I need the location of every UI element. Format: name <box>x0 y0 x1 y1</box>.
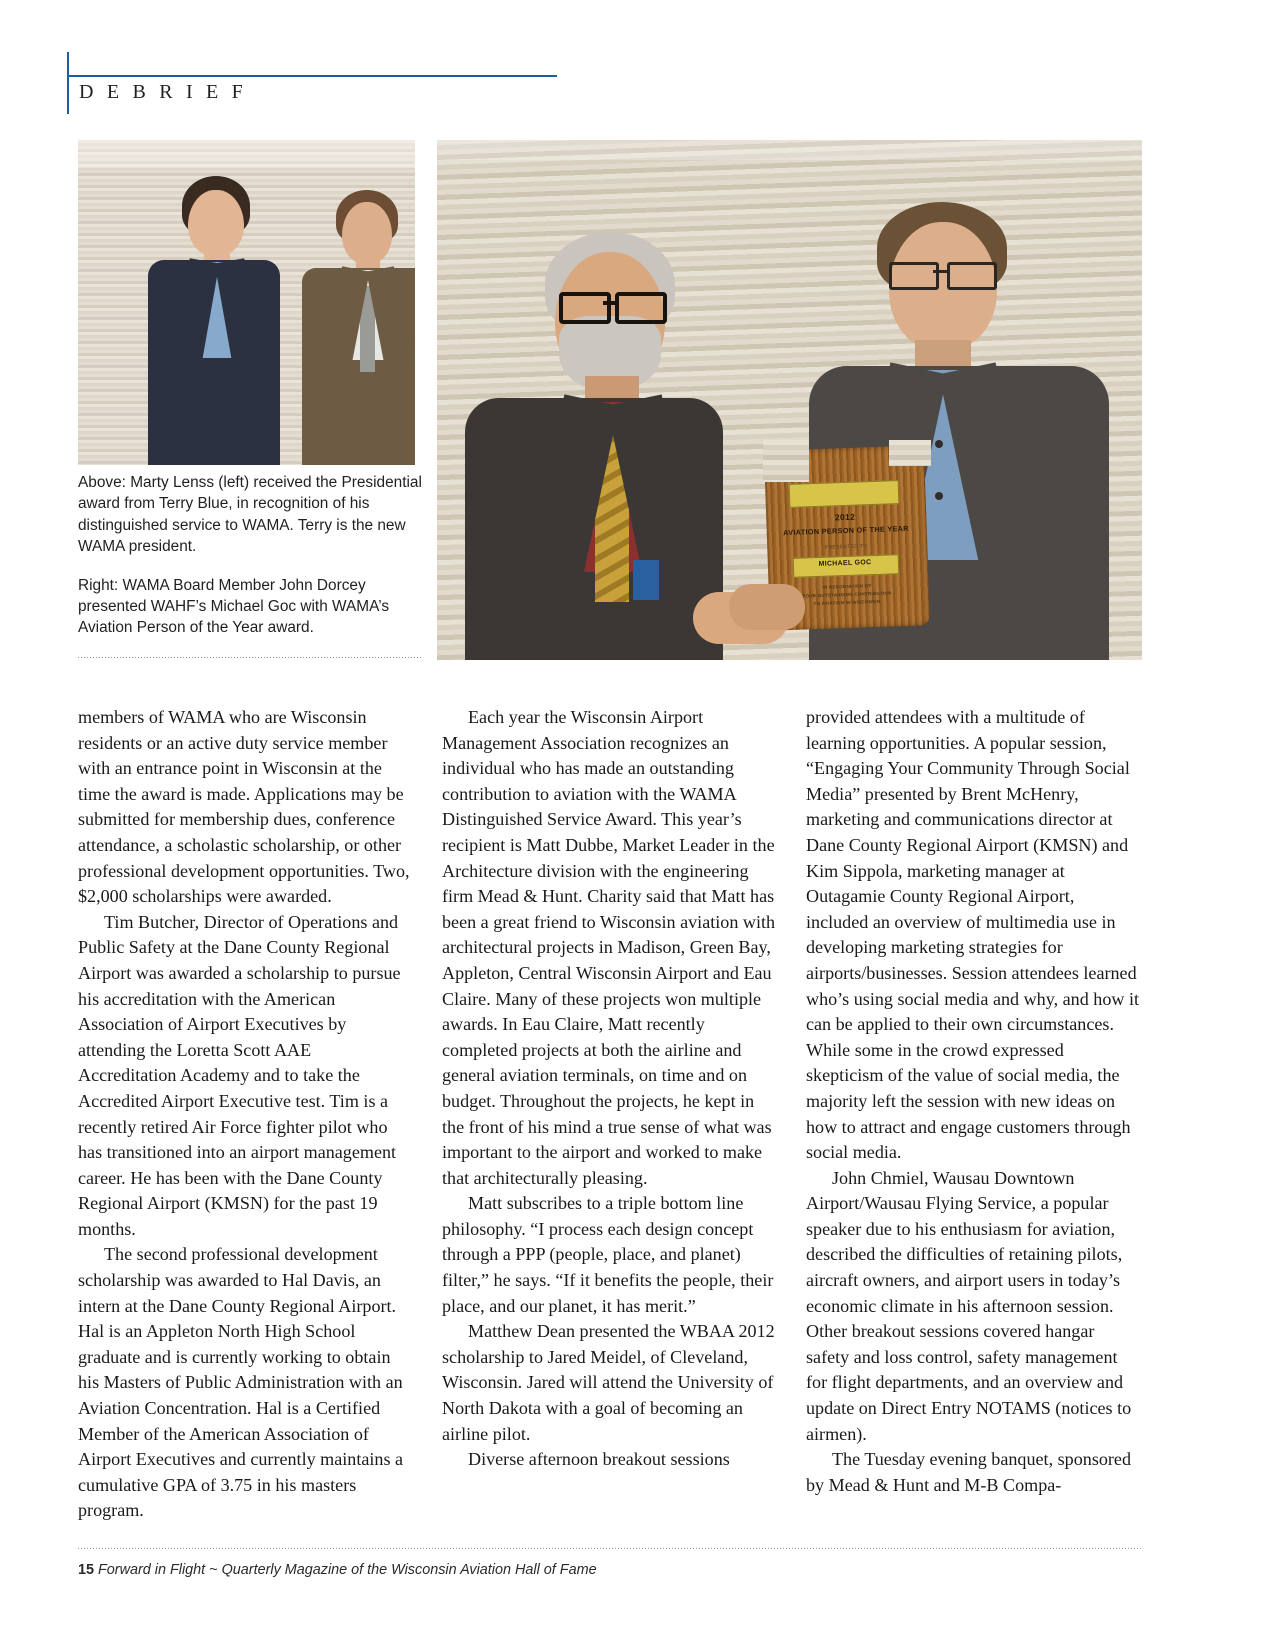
footer-text: Forward in Flight ~ Quarterly Magazine of the Wisconsin Aviation Hall of Fame <box>98 1562 597 1578</box>
plaque-logo-plate <box>789 480 900 508</box>
footer-page-number: 15 <box>78 1562 95 1578</box>
photo-captions <box>78 472 422 639</box>
paragraph: Tim Butcher, Director of Operations and Public Safety at the Dane County Regional Airport was awarded a scholarship to pursue his accreditation with the American Association of Airport Executives by attending the Loretta Scott AAE Accreditation Academy and to take the Accredited Airport Executive test. Tim is a recently retired Air Force fighter pilot who has transitioned into an airport management career. He has been with the Dane County Regional Airport (KMSN) for the past 19 months. <box>78 911 401 1239</box>
page-title: D E B R I E F <box>79 81 247 103</box>
caption-left-photo: Above: Marty Lenss (left) received the Presidential award from Terry Blue, in recognition of his distinguished service to WAMA. Terry is the new WAMA president. <box>78 474 422 556</box>
paragraph: Matthew Dean presented the WBAA 2012 scholarship to Jared Meidel, of Cleveland, Wisconsin. Jared will attend the University of North Dakota with a goal of becoming an airline pilot. <box>442 1321 775 1444</box>
body-column-2 <box>442 705 776 1524</box>
paragraph: members of WAMA who are Wisconsin residents or an active duty service member with an entrance point in Wisconsin at the time the award is made. Applications may be submitted for membership dues, conference attendance, a scholastic scholarship, or other professional development opportunities. Two, $2,000 scholarships were awarded. <box>78 707 410 907</box>
paragraph: John Chmiel, Wausau Downtown Airport/Wausau Flying Service, a popular speaker due to his enthusiasm for aviation, described the difficulties of retaining pilots, aircraft owners, and airport users in today’s economic climate in his afternoon session. Other breakout sessions covered hangar safety and loss control, safety management for flight departments, and an overview and update on Direct Entry NOTAMS (notices to airmen). <box>806 1167 1132 1444</box>
plaque-presented-label: PRESENTED TO <box>824 543 868 551</box>
caption-right-photo: Right: WAMA Board Member John Dorcey presented WAHF’s Michael Goc with WAMA’s Aviation Person of the Year award. <box>78 576 390 637</box>
plaque-footer-line3: TO AVIATION IN WISCONSIN <box>813 598 881 607</box>
paragraph: Each year the Wisconsin Airport Management Association recognizes an individual who has made an outstanding contribution to aviation with the WAMA Distinguished Service Award. This year’s recipient is Matt Dubbe, Market Leader in the Architecture division with the engineering firm Mead & Hunt. Charity said that Matt has been a great friend to Wisconsin aviation with architectural projects in Madison, Green Bay, Appleton, Central Wisconsin Airport and Eau Claire. Many of these projects won multiple awards. In Eau Claire, Matt recently completed projects at both the airline and general aviation terminals, on time and on budget. Throughout the projects, he kept in the front of his mind a true sense of what was important to the airport and worked to make that architecturally pleasing. <box>442 707 776 1188</box>
page-footer <box>78 1562 597 1578</box>
plaque-footer-line1: IN RECOGNITION OF <box>822 583 872 590</box>
plaque-footer-line2: YOUR OUTSTANDING CONTRIBUTION <box>802 590 892 599</box>
header-vertical-rule <box>67 52 69 114</box>
plaque-award-title: AVIATION PERSON OF THE YEAR <box>783 523 909 538</box>
paragraph: The Tuesday evening banquet, sponsored by Mead & Hunt and M-B Compa- <box>806 1449 1132 1495</box>
page-header <box>67 52 557 114</box>
paragraph: Diverse afternoon breakout sessions <box>468 1449 730 1470</box>
body-column-1 <box>78 705 412 1524</box>
plaque-year: 2012 <box>834 511 856 523</box>
paragraph: The second professional development scholarship was awarded to Hal Davis, an intern at the Dane County Regional Airport. Hal is an Appleton North High School graduate and is currently working to obtain his Masters of Public Administration with an Aviation Concentration. Hal is a Certified Member of the American Association of Airport Executives and currently maintains a cumulative GPA of 3.75 in his masters program. <box>78 1244 404 1521</box>
photo-marty-lenss-award <box>78 140 415 465</box>
paragraph: Matt subscribes to a triple bottom line philosophy. “I process each design concept through a PPP (people, place, and planet) filter,” he says. “If it benefits the people, their place, and our planet, it has merit.” <box>442 1193 774 1316</box>
paragraph: provided attendees with a multitude of learning opportunities. A popular session, “Engaging Your Community Through Social Media” presented by Brent McHenry, marketing and communications director at Dane County Regional Airport (KMSN) and Kim Sippola, marketing manager at Outagamie County Regional Airport, included an overview of multimedia use in developing marketing strategies for airports/businesses. Session attendees learned who’s using social media and why, and how it can be applied to their own circumstances. While some in the crowd expressed skepticism of the value of social media, the majority left the session with new ideas on how to attract and engage customers through social media. <box>806 707 1140 1163</box>
caption-divider-rule <box>78 657 422 658</box>
body-column-3 <box>806 705 1140 1524</box>
header-horizontal-rule <box>67 75 557 77</box>
footer-divider-rule <box>78 1548 1142 1549</box>
photo-michael-goc-award <box>437 140 1142 660</box>
article-body <box>78 705 1142 1524</box>
plaque-recipient-name: MICHAEL GOC <box>818 559 872 568</box>
